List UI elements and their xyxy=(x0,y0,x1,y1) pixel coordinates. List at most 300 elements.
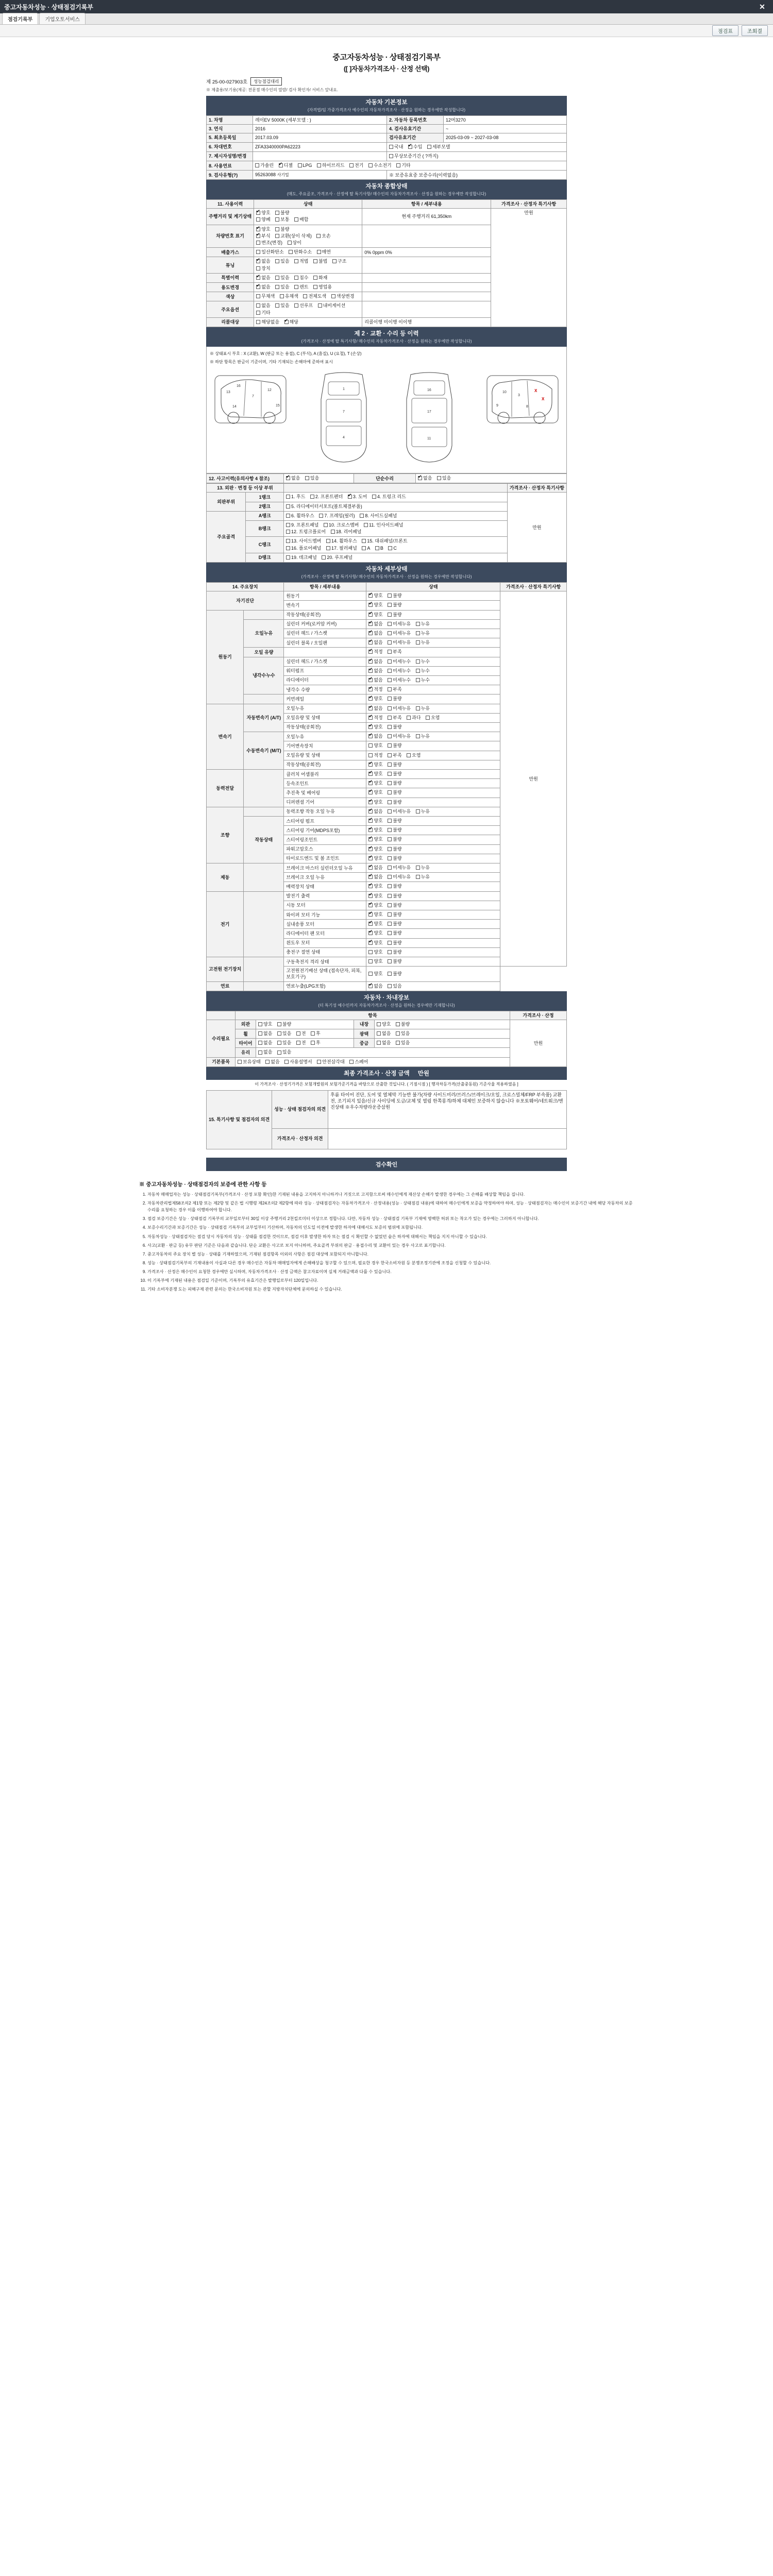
state-water-pump xyxy=(366,666,500,675)
state-glass xyxy=(256,1048,510,1057)
checkbox-hood[interactable]: 1. 후드 xyxy=(286,494,305,500)
checkbox-safety-triangle[interactable]: 안전삼각대 xyxy=(317,1059,344,1065)
value-warranty-period xyxy=(387,151,567,161)
checkbox-none[interactable]: ✔ 없음 xyxy=(368,677,382,683)
checkbox-box xyxy=(388,856,392,860)
checkbox-none[interactable]: ✔ 없음 xyxy=(368,621,382,627)
checkbox-box xyxy=(368,875,373,879)
checkbox-box xyxy=(368,613,373,617)
document-page xyxy=(0,37,773,1315)
checkbox-bad[interactable]: 불량 xyxy=(388,949,401,955)
checkbox-fuel-gasoline[interactable]: 가솔린 xyxy=(255,162,274,168)
checkbox-bad[interactable]: 불량 xyxy=(388,921,401,927)
checkbox-structure[interactable]: 구조 xyxy=(332,258,346,264)
checkbox-good[interactable]: ✔ 양호 xyxy=(368,696,382,702)
state-charging-port-insulation xyxy=(366,947,500,957)
checkbox-good[interactable]: ✔ 양호 xyxy=(368,827,382,833)
checkbox-smoke[interactable]: 매연 xyxy=(317,249,331,255)
checkbox-good[interactable]: ✔ 양호 xyxy=(368,893,382,899)
label-fuel: 8. 사용연료 xyxy=(207,161,253,171)
checkbox-applicable[interactable]: ✔ 해당 xyxy=(284,319,298,325)
row-label-odometer: 주행거리 및 계기상태 xyxy=(207,209,254,225)
checkbox-minor-leak[interactable]: 미세누수 xyxy=(388,668,411,674)
checkbox-box xyxy=(368,659,373,664)
checkbox-front-fender[interactable]: 2. 프론트펜더 xyxy=(310,494,343,500)
subgroup-blank-4 xyxy=(244,807,284,816)
checkbox-box xyxy=(286,495,290,499)
checkbox-good[interactable]: 양호 xyxy=(368,949,382,955)
checkbox-bad[interactable]: 불량 xyxy=(388,780,401,786)
label-simple-repair: 단순수리 xyxy=(354,474,416,483)
section-repair-history-title: 제 2 · 교환 · 수리 등 이력 xyxy=(354,331,419,337)
checkbox-insufficient[interactable]: 부족 xyxy=(388,649,401,655)
checkbox-altered[interactable]: 양폐 xyxy=(256,216,270,223)
checkbox-good[interactable]: ✔ 양호 xyxy=(368,592,382,599)
accident-history-table xyxy=(206,473,567,483)
checkbox-leak[interactable]: 누유 xyxy=(416,865,430,871)
checkbox-minor-leak[interactable]: 미세누유 xyxy=(388,705,411,711)
checkbox-dash-panel[interactable]: 15. 대쉬패널/프론트 xyxy=(362,538,407,544)
list-item: 1. 자동차 매매업자는 성능 · 상태점검기록부(가격조사 · 산정 포함 확인)한 기재된 내용을 고지하지 아니하거나 거짓으로 고지함으로써 매수인에게 재산상 손해가 발생한 경우에는 그 손해를 배상할 책임을 집니다. xyxy=(147,1191,634,1198)
checkbox-box xyxy=(372,495,376,499)
checkbox-exists[interactable]: 있음 xyxy=(437,475,451,481)
car-diagram-top-rear[interactable] xyxy=(398,368,460,468)
checkbox-contaminated[interactable]: 오염 xyxy=(407,752,421,758)
checkbox-none[interactable]: ✔ 없음 xyxy=(368,983,382,989)
checkbox-import[interactable]: ✔ 수입 xyxy=(408,144,422,150)
checkbox-front-panel[interactable]: 9. 프론트패널 xyxy=(286,522,318,528)
checkbox-good[interactable]: ✔ 양호 xyxy=(368,602,382,608)
checkbox-bad[interactable]: 불량 xyxy=(388,930,401,936)
checkbox-box xyxy=(364,523,368,527)
value-valid-period[interactable]: 2025-03-09 ~ 2027-03-08 xyxy=(444,133,567,142)
checkbox-good[interactable]: 양호 xyxy=(368,958,382,964)
checkbox-warranty-free[interactable]: 무상보증기간 ( ?까지) xyxy=(389,153,439,159)
checkbox-replaced[interactable]: 배합 xyxy=(294,216,308,223)
checkbox-bad[interactable]: 불량 xyxy=(388,742,401,749)
checkbox-leak[interactable]: 누수 xyxy=(416,677,430,683)
checkbox-front[interactable]: 전 xyxy=(296,1040,306,1046)
checkbox-minor-leak[interactable]: 미세누유 xyxy=(388,639,411,646)
checkbox-corrosion[interactable]: ✔ 부식 xyxy=(256,233,270,239)
row-rank-c: C랭크 xyxy=(246,537,284,553)
checkbox-insufficient[interactable]: 부족 xyxy=(388,752,401,758)
checkbox-box xyxy=(368,734,373,738)
checkbox-floor-panel[interactable]: 16. 플로어패널 xyxy=(286,545,321,551)
checkbox-bad[interactable]: 불량 xyxy=(388,592,401,599)
checkbox-good[interactable]: 양호 xyxy=(258,1021,272,1027)
value-vin[interactable]: ZFA3340000PA62223 xyxy=(253,142,387,151)
checkbox-bad[interactable]: 불량 xyxy=(388,855,401,861)
checkbox-bad[interactable]: 불량 xyxy=(388,761,401,768)
checkbox-leak[interactable]: 누유 xyxy=(416,639,430,646)
checkbox-trunk-floor[interactable]: 12. 트렁크플로어 xyxy=(286,529,326,535)
item-tie-rod-ball-joint: 타이로드엔드 및 볼 조인트 xyxy=(284,854,366,863)
checkbox-exists[interactable]: 있음 xyxy=(275,258,289,264)
checkbox-none[interactable]: 없음 xyxy=(265,1059,279,1065)
checkbox-box xyxy=(305,476,309,480)
checkbox-box xyxy=(326,539,330,543)
checkbox-rear[interactable]: 후 xyxy=(311,1030,321,1037)
group-self-diagnosis: 자기진단 xyxy=(207,591,284,610)
checkbox-leak[interactable]: 누유 xyxy=(416,874,430,880)
checkbox-none[interactable]: ✔ 없음 xyxy=(368,630,382,636)
group-electrical: 전기 xyxy=(207,891,244,957)
lookup-button[interactable]: 조회결 xyxy=(742,25,768,36)
checkbox-normal[interactable]: 보통 xyxy=(275,216,289,223)
label-accident-history: 12. 사고이력(유의사항 4 참조) xyxy=(207,474,284,483)
checkbox-minor-leak[interactable]: 미세누유 xyxy=(388,621,411,627)
checkbox-bad[interactable]: 불량 xyxy=(388,902,401,908)
checkbox-hc[interactable]: 탄화수소 xyxy=(289,249,312,255)
checkbox-none[interactable]: 없음 xyxy=(258,1049,272,1055)
appraiser-note-value[interactable]: 만원 xyxy=(491,209,567,327)
label-mileage: 9. 검사유형(?) xyxy=(207,171,253,180)
checkbox-side-member[interactable]: 13. 사이드멤버 xyxy=(286,538,321,544)
checkbox-achromatic[interactable]: 무채색 xyxy=(256,293,275,299)
checkbox-not-applicable[interactable]: 해당없음 xyxy=(256,319,279,325)
checkbox-good[interactable]: ✔ 양호 xyxy=(368,780,382,786)
checkbox-none[interactable]: ✔ 없음 xyxy=(286,475,300,481)
checkbox-bad[interactable]: 불량 xyxy=(388,789,401,795)
appraiser-note-value[interactable]: 만원 xyxy=(510,1020,567,1066)
checkbox-none[interactable]: ✔ 없음 xyxy=(368,668,382,674)
checkbox-good[interactable]: ✔ 양호 xyxy=(256,210,270,216)
checkbox-insufficient[interactable]: 부족 xyxy=(388,686,401,692)
checkbox-none[interactable]: ✔ 없음 xyxy=(256,275,270,281)
checkbox-spare[interactable]: 스페어 xyxy=(349,1059,368,1065)
checkbox-exists[interactable]: 있음 xyxy=(277,1040,291,1046)
value-car-name[interactable]: 레이EV 5000K (세부모델 : ) xyxy=(253,116,387,125)
checkbox-exists[interactable]: 있음 xyxy=(275,284,289,290)
checkbox-none[interactable]: 없음 xyxy=(377,1030,391,1037)
checkbox-minor-leak[interactable]: 미세누유 xyxy=(388,808,411,815)
checkbox-box xyxy=(311,1031,315,1036)
checkbox-good[interactable]: 양호 xyxy=(368,742,382,749)
checkbox-bad[interactable]: 불량 xyxy=(388,827,401,833)
tab-inspection-record[interactable]: 점검기록부 xyxy=(2,13,38,24)
checkbox-none[interactable]: ✔ 없음 xyxy=(368,639,382,646)
checkbox-fuel-diesel[interactable]: ✔ 디젤 xyxy=(279,162,293,168)
checkbox-box xyxy=(388,894,392,898)
checkbox-full-repaint[interactable]: 전체도색 xyxy=(303,293,326,299)
checkbox-navigation[interactable]: 내비게이션 xyxy=(318,302,345,309)
checkbox-none[interactable]: ✔ 없음 xyxy=(368,808,382,815)
car-diagram-right-side[interactable] xyxy=(484,368,561,432)
value-mileage[interactable] xyxy=(253,171,387,180)
checkbox-good[interactable]: ✔ 양호 xyxy=(256,226,270,232)
checkbox-good[interactable]: ✔ 양호 xyxy=(368,799,382,805)
checkbox-bad[interactable]: 불량 xyxy=(396,1021,410,1027)
checkbox-side-sill-panel[interactable]: 8. 사이드실패널 xyxy=(360,513,397,519)
checkbox-fuel-hybrid[interactable]: 하이브리드 xyxy=(317,162,344,168)
checkbox-none[interactable]: ✔ 없음 xyxy=(368,865,382,871)
checkbox-damage[interactable]: 오손 xyxy=(316,233,330,239)
checkbox-bad[interactable]: 불량 xyxy=(388,911,401,918)
svg-text:3: 3 xyxy=(518,394,520,397)
checkbox-bad[interactable]: 불량 xyxy=(388,696,401,702)
checkbox-leak[interactable]: 누유 xyxy=(416,630,430,636)
checkbox-door[interactable]: ✔ 3. 도어 xyxy=(348,494,367,500)
checkbox-deck-panel[interactable]: 19. 데크패널 xyxy=(286,554,317,561)
checkbox-none[interactable]: ✔ 없음 xyxy=(368,874,382,880)
list-item: 2. 자동차관리법제58조의2 제1항 또는 제2항 및 같은 법 시행령 제24조의2 제2항에 따라 성능 · 상태점검자는 자동차가격조사 · 산정내용(성능 · 상태점검 내용)에 대하여 매수인에게 보증을 약정하여야 하며, 성능 · 상태점검자는 매수인이 보증기간 내에 해당 자동차의 보증수리를 요청하는 경우 이를 이행하여야 합니다. xyxy=(147,1200,634,1213)
checkbox-none[interactable]: 없음 xyxy=(377,1040,391,1046)
checkbox-commercial[interactable]: 영업용 xyxy=(313,284,332,290)
appraiser-note-value[interactable]: 만원 xyxy=(500,591,567,967)
checkbox-none[interactable]: ✔ 없음 xyxy=(368,705,382,711)
checkbox-bad[interactable]: 불량 xyxy=(388,940,401,946)
checkbox-bad[interactable]: 불량 xyxy=(388,836,401,842)
checkbox-exists[interactable]: 있음 xyxy=(277,1030,291,1037)
state-brake-oil-leak xyxy=(366,873,500,882)
checkbox-bad[interactable]: 불량 xyxy=(275,226,289,232)
checkbox-pillar-panel[interactable]: 17. 필러패널 xyxy=(326,545,357,551)
checkbox-bad[interactable]: 불량 xyxy=(388,883,401,889)
checkbox-pillar-a[interactable]: A xyxy=(362,545,370,551)
appraiser-note-value[interactable]: 만원 xyxy=(507,493,566,563)
checkbox-adequate[interactable]: ✔ 적정 xyxy=(368,649,382,655)
checkbox-rental[interactable]: 렌트 xyxy=(294,284,308,290)
value-presenter[interactable] xyxy=(253,151,387,161)
checkbox-none[interactable]: 없음 xyxy=(258,1030,272,1037)
checkbox-none[interactable]: 없음 xyxy=(258,1040,272,1046)
checkbox-box xyxy=(388,984,392,988)
value-inspection-valid-dash[interactable]: ~ xyxy=(444,125,567,133)
checkbox-box xyxy=(368,772,373,776)
page-subtitle: ([ ]자동차가격조사 · 산정 선택) xyxy=(343,65,430,73)
checkbox-fuel-lpg[interactable]: LPG xyxy=(298,162,312,168)
checkbox-box xyxy=(265,1060,270,1064)
checkbox-fuel-electric[interactable]: 전기 xyxy=(349,162,363,168)
checkbox-minor-leak[interactable]: 미세누유 xyxy=(388,865,411,871)
checkbox-box xyxy=(326,546,330,550)
checkbox-good[interactable]: ✔ 양호 xyxy=(368,902,382,908)
svg-text:9: 9 xyxy=(496,404,498,408)
checkbox-minor-leak[interactable]: 미세누수 xyxy=(388,658,411,665)
checkbox-flood[interactable]: 침수 xyxy=(294,275,308,281)
checkbox-insufficient[interactable]: 부족 xyxy=(388,715,401,721)
checkbox-trunk-lid[interactable]: 4. 트렁크 리드 xyxy=(372,494,406,500)
checkbox-pillar-c[interactable]: C xyxy=(388,545,397,551)
checkbox-exists[interactable]: 있음 xyxy=(396,1030,410,1037)
checkbox-frame-pillar[interactable]: 7. 프레임(필러) xyxy=(319,513,355,519)
label-presenter: 7. 제시자성명/변경 xyxy=(207,151,253,161)
checkbox-exists[interactable]: 있음 xyxy=(396,1040,410,1046)
checkbox-good[interactable]: 양호 xyxy=(377,1021,391,1027)
state-idle-operation xyxy=(366,610,500,619)
checkbox-exists[interactable]: 있음 xyxy=(388,983,401,989)
checkbox-good[interactable]: ✔ 양호 xyxy=(368,921,382,927)
checkbox-good[interactable]: ✔ 양호 xyxy=(368,612,382,618)
checkbox-manual[interactable]: 사용설명서 xyxy=(284,1059,312,1065)
checkbox-color-change[interactable]: 색상변경 xyxy=(331,293,355,299)
group-power-transmission: 동력전달 xyxy=(207,769,244,807)
state-mt-oil-level xyxy=(366,751,500,760)
checkbox-good[interactable]: ✔ 양호 xyxy=(368,930,382,936)
checkbox-adequate[interactable]: ✔ 적정 xyxy=(368,715,382,721)
checkbox-box xyxy=(388,950,392,954)
checkbox-good[interactable]: ✔ 양호 xyxy=(368,911,382,918)
checkbox-box xyxy=(368,866,373,870)
checkbox-good[interactable]: 양호 xyxy=(368,971,382,977)
checkbox-device[interactable]: 장치 xyxy=(256,265,270,272)
checkbox-box xyxy=(396,163,400,167)
checkbox-none[interactable]: ✔ 없음 xyxy=(256,258,270,264)
checkbox-none[interactable]: ✔ 없음 xyxy=(368,733,382,739)
checkbox-pillar-b[interactable]: B xyxy=(375,545,383,551)
checkbox-good[interactable]: ✔ 양호 xyxy=(368,761,382,768)
checkbox-rear-panel[interactable]: 18. 리어패널 xyxy=(331,529,362,535)
print-button[interactable]: 점검표 xyxy=(712,25,738,36)
state-gear-shift xyxy=(366,741,500,751)
checkbox-domestic[interactable]: 국내 xyxy=(389,144,403,150)
table-header-row xyxy=(207,200,567,209)
checkbox-good[interactable]: ✔ 양호 xyxy=(368,940,382,946)
checkbox-good[interactable]: ✔ 양호 xyxy=(368,883,382,889)
checkbox-leak[interactable]: 누유 xyxy=(416,808,430,815)
checkbox-chromatic[interactable]: 유채색 xyxy=(280,293,298,299)
checkbox-box xyxy=(388,847,392,851)
checkbox-illegal[interactable]: 불법 xyxy=(313,258,327,264)
checkbox-bad[interactable]: 불량 xyxy=(388,771,401,777)
checkbox-roof-panel[interactable]: 20. 루프패널 xyxy=(322,554,352,561)
checkbox-box xyxy=(313,259,317,263)
checkbox-none[interactable]: ✔ 없음 xyxy=(418,475,432,481)
document-sheet xyxy=(206,52,567,1149)
checkbox-contaminated[interactable]: 오염 xyxy=(426,715,440,721)
checkbox-box xyxy=(256,250,260,254)
table-row xyxy=(207,1090,567,1128)
checkbox-exists[interactable]: 있음 xyxy=(305,475,319,481)
checkbox-minor-leak[interactable]: 미세누유 xyxy=(388,630,411,636)
checkbox-leak[interactable]: 누수 xyxy=(416,668,430,674)
checkbox-exists[interactable]: 있음 xyxy=(275,275,289,281)
checkbox-adequate[interactable]: ✔ 적정 xyxy=(368,686,382,692)
checkbox-none[interactable]: 없음 xyxy=(256,302,270,309)
checkbox-submodel[interactable]: 세부모델 xyxy=(427,144,450,150)
state-at-oil-leak xyxy=(366,704,500,713)
subgroup-oil-leak: 오일누유 xyxy=(244,619,284,648)
state-plating xyxy=(375,1039,510,1048)
checkbox-replace[interactable]: 교환(상이 삭제) xyxy=(275,233,312,239)
checkbox-exists[interactable]: 있음 xyxy=(277,1049,291,1055)
checkbox-leak[interactable]: 누유 xyxy=(416,733,430,739)
checkbox-good[interactable]: ✔ 양호 xyxy=(368,836,382,842)
checkbox-bad[interactable]: 불량 xyxy=(388,846,401,852)
item-high-voltage-wiring: 고전원전기배선 상태 (접속단자, 피복, 보호기구) xyxy=(284,967,366,981)
checkbox-possession[interactable]: 보유상태 xyxy=(238,1059,261,1065)
checkbox-minor-leak[interactable]: 미세누유 xyxy=(388,874,411,880)
checkbox-cross-member[interactable]: 10. 크로스멤버 xyxy=(324,522,359,528)
checkbox-wheel-house-2[interactable]: 14. 휠하우스 xyxy=(326,538,357,544)
item-cylinder-block-oilpan: 실린더 블록 / 오일팬 xyxy=(284,638,366,648)
checkbox-bad[interactable]: 불량 xyxy=(388,971,401,977)
checkbox-exists[interactable]: 있음 xyxy=(275,302,289,309)
checkbox-leak[interactable]: 누유 xyxy=(416,621,430,627)
checkbox-bad[interactable]: 불량 xyxy=(277,1021,291,1027)
checkbox-good[interactable]: ✔ 양호 xyxy=(368,846,382,852)
checkbox-box xyxy=(377,1022,381,1026)
checkbox-rear[interactable]: 후 xyxy=(311,1040,321,1046)
checkbox-inside-panel[interactable]: 11. 인사이드패널 xyxy=(364,522,404,528)
subgroup-blank-8 xyxy=(244,981,284,991)
checkbox-excessive[interactable]: 과다 xyxy=(407,715,421,721)
checkbox-none[interactable]: ✔ 없음 xyxy=(368,658,382,665)
checkbox-none[interactable]: ✔ 없음 xyxy=(256,284,270,290)
checkbox-bad[interactable]: 불량 xyxy=(275,210,289,216)
checkbox-legal[interactable]: 적법 xyxy=(294,258,308,264)
panel-defect-table xyxy=(206,483,567,563)
row-items-rank2 xyxy=(284,502,508,511)
checkbox-bad[interactable]: 불량 xyxy=(388,893,401,899)
checkbox-good[interactable]: ✔ 양호 xyxy=(368,724,382,730)
checkbox-sunroof[interactable]: 선루프 xyxy=(294,302,313,309)
checkbox-different[interactable]: 상이 xyxy=(288,240,301,246)
car-diagram-top-front[interactable] xyxy=(313,368,375,468)
value-appraiser-opinion[interactable] xyxy=(328,1128,567,1149)
close-icon[interactable]: ✕ xyxy=(759,2,765,11)
car-diagram-left-side[interactable] xyxy=(212,368,289,432)
col-panel-header: 13. 외판 · 변경 등 이상 부위 xyxy=(207,484,284,493)
col-state: 상태 xyxy=(254,200,362,209)
group-engine: 원동기 xyxy=(207,610,244,704)
value-reg-no[interactable]: 12머3270 xyxy=(444,116,567,125)
checkbox-co[interactable]: 일산화탄소 xyxy=(256,249,283,255)
row-detail-usage-change xyxy=(362,282,491,292)
checkbox-fire[interactable]: 화재 xyxy=(313,275,327,281)
value-first-reg[interactable]: 2017.03.09 xyxy=(253,133,387,142)
row-label-usage-change: 용도변경 xyxy=(207,282,254,292)
checkbox-bad[interactable]: 불량 xyxy=(388,602,401,608)
checkbox-wheel-house[interactable]: 6. 휠하우스 xyxy=(286,513,314,519)
tab-company-auto-service[interactable]: 기업오토서비스 xyxy=(39,13,86,24)
checkbox-front[interactable]: 전 xyxy=(296,1030,306,1037)
checkbox-leak[interactable]: 누유 xyxy=(416,705,430,711)
checkbox-leak[interactable]: 누수 xyxy=(416,658,430,665)
checkbox-good[interactable]: ✔ 양호 xyxy=(368,789,382,795)
checkbox-good[interactable]: ✔ 양호 xyxy=(368,771,382,777)
checkbox-modified[interactable]: 변조(변경) xyxy=(256,240,282,246)
row-rank-b: B랭크 xyxy=(246,520,284,536)
checkbox-box xyxy=(416,678,420,682)
checkbox-minor-leak[interactable]: 미세누수 xyxy=(388,677,411,683)
state-blower-motor xyxy=(366,920,500,929)
item-cylinder-head-gasket: 실린더 헤드 / 가스켓 xyxy=(284,629,366,638)
checkbox-box xyxy=(388,866,392,870)
checkbox-bad[interactable]: 불량 xyxy=(388,799,401,805)
checkbox-good[interactable]: ✔ 양호 xyxy=(368,855,382,861)
table-row xyxy=(207,151,567,161)
checkbox-minor-leak[interactable]: 미세누유 xyxy=(388,733,411,739)
checkbox-bad[interactable]: 불량 xyxy=(388,818,401,824)
toolbar xyxy=(0,25,773,37)
checkbox-etc[interactable]: 기타 xyxy=(256,310,270,316)
checkbox-bad[interactable]: 불량 xyxy=(388,724,401,730)
doc-note: ※ 제출용/보기용(제공: 전문점 매수인의 열람/ 검사 확인자/ 서비스 앞내요. xyxy=(206,88,338,92)
checkbox-fuel-hydrogen[interactable]: 수소전기 xyxy=(368,162,392,168)
value-inspector-opinion[interactable]: 후륜 타이어 진단, 도어 및 열체막 기능반 불가(차량 사이드미러/브러스/브레이크/오일, 크로스밀체/FRP 부속품) 교환전, 조기피지 있음/신규 사이딩에 도금/교체 및 열림 한쪽롱격/하체 대체인 보증하지 않습니다 ※포토웨어/네트워크/엔진상태 ※우수차량라운증삼원 xyxy=(328,1090,567,1128)
checkbox-bad[interactable]: 불량 xyxy=(388,612,401,618)
checkbox-bad[interactable]: 불량 xyxy=(388,958,401,964)
checkbox-adequate[interactable]: 적정 xyxy=(368,752,382,758)
checkbox-fuel-other[interactable]: 기타 xyxy=(396,162,410,168)
value-year[interactable]: 2016 xyxy=(253,125,387,133)
checkbox-good[interactable]: ✔ 양호 xyxy=(368,818,382,824)
checkbox-radiator-support[interactable]: 5. 라디에이터서포트(볼트체결부품) xyxy=(286,503,362,510)
special-notes-table xyxy=(206,1090,567,1149)
checkbox-box xyxy=(294,259,298,263)
